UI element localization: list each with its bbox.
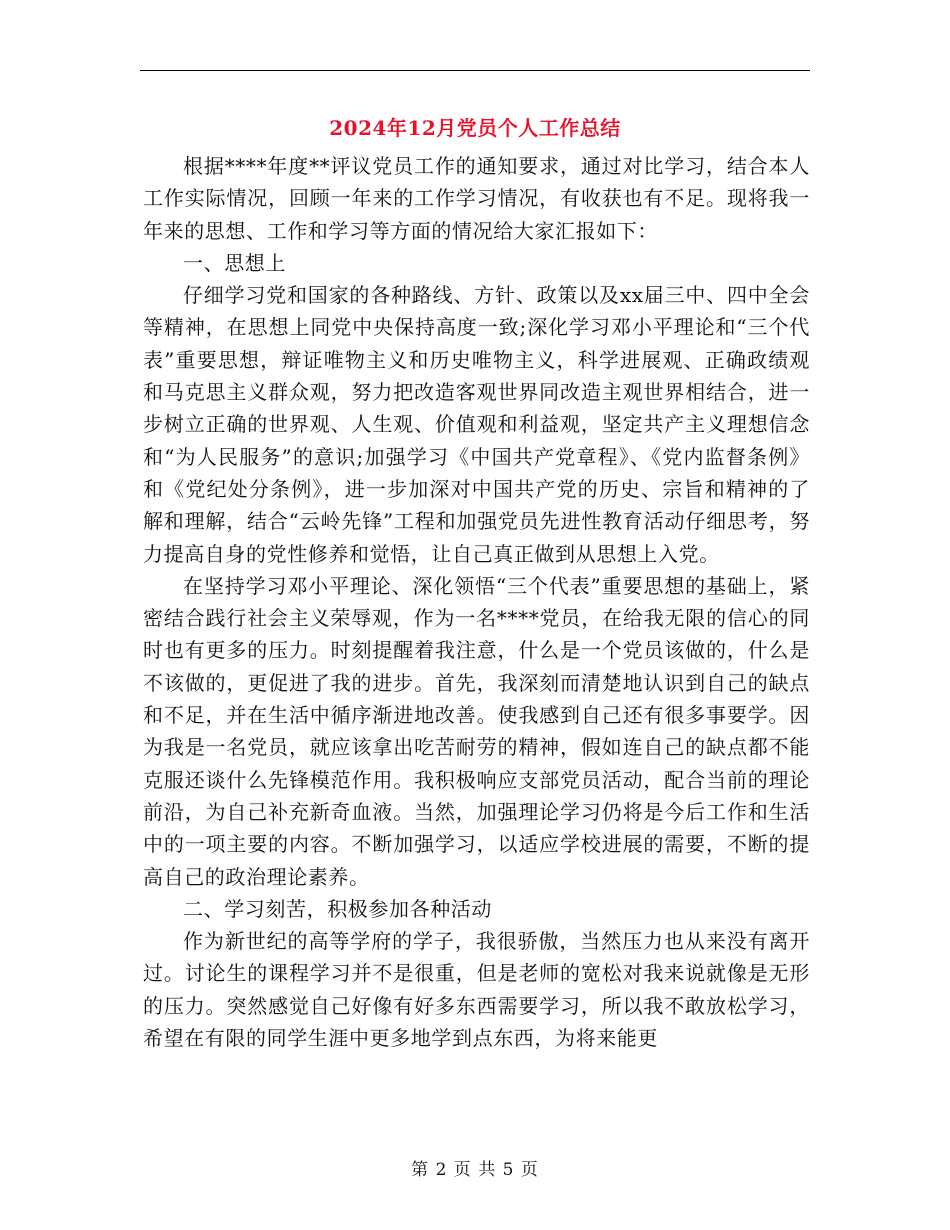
header-rule	[140, 70, 810, 71]
document-title: 2024年12月党员个人工作总结	[329, 116, 621, 140]
section-heading-study: 二、学习刻苦，积极参加各种活动	[183, 896, 492, 921]
paragraph-intro: 根据****年度**评议党员工作的通知要求，通过对比学习，结合本人工作实际情况，回顾一年来的工作学习情况，有收获也有不足。现将我一年来的思想、工作和学习等方面的情况给大家汇报如下：	[143, 154, 810, 243]
page-indicator: 第 2 页 共 5 页	[411, 1160, 539, 1180]
document-body	[143, 150, 810, 1054]
section-heading-thought: 一、思想上	[183, 250, 286, 275]
paragraph-thought-study: 仔细学习党和国家的各种路线、方针、政策以及xx届三中、四中全会等精神，在思想上同党中央保持高度一致;深化学习邓小平理论和“三个代表”重要思想，辩证唯物主义和历史唯物主义，科学进展观、正确政绩观和马克思主义群众观，努力把改造客观世界同改造主观世界相结合，进一步树立正确的世界观、人生观、价值观和利益观，坚定共产主义理想信念和“为人民服务”的意识;加强学习《中国共产党章程》、《党内监督条例》和《党纪处分条例》，进一步加深对中国共产党的历史、宗旨和精神的了解和理解，结合“云岭先锋”工程和加强党员先进性教育活动仔细思考，努力提高自身的党性修养和觉悟，让自己真正做到从思想上入党。	[143, 283, 810, 566]
paragraph-study: 作为新世纪的高等学府的学子，我很骄傲，当然压力也从来没有离开过。讨论生的课程学习并不是很重，但是老师的宽松对我来说就像是无形的压力。突然感觉自己好像有好多东西需要学习，所以我不敢放松学习，希望在有限的同学生涯中更多地学到点东西，为将来能更	[143, 929, 810, 1051]
paragraph-self-improvement: 在坚持学习邓小平理论、深化领悟“三个代表”重要思想的基础上，紧密结合践行社会主义荣辱观，作为一名****党员，在给我无限的信心的同时也有更多的压力。时刻提醒着我注意，什么是一个党员该做的，什么是不该做的，更促进了我的进步。首先，我深刻而清楚地认识到自己的缺点和不足，并在生活中循序渐进地改善。使我感到自己还有很多事要学。因为我是一名党员，就应该拿出吃苦耐劳的精神，假如连自己的缺点都不能克服还谈什么先锋模范作用。我积极响应支部党员活动，配合当前的理论前沿，为自己补充新奇血液。当然，加强理论学习仍将是今后工作和生活中的一项主要的内容。不断加强学习，以适应学校进展的需要，不断的提高自己的政治理论素养。	[143, 573, 810, 889]
